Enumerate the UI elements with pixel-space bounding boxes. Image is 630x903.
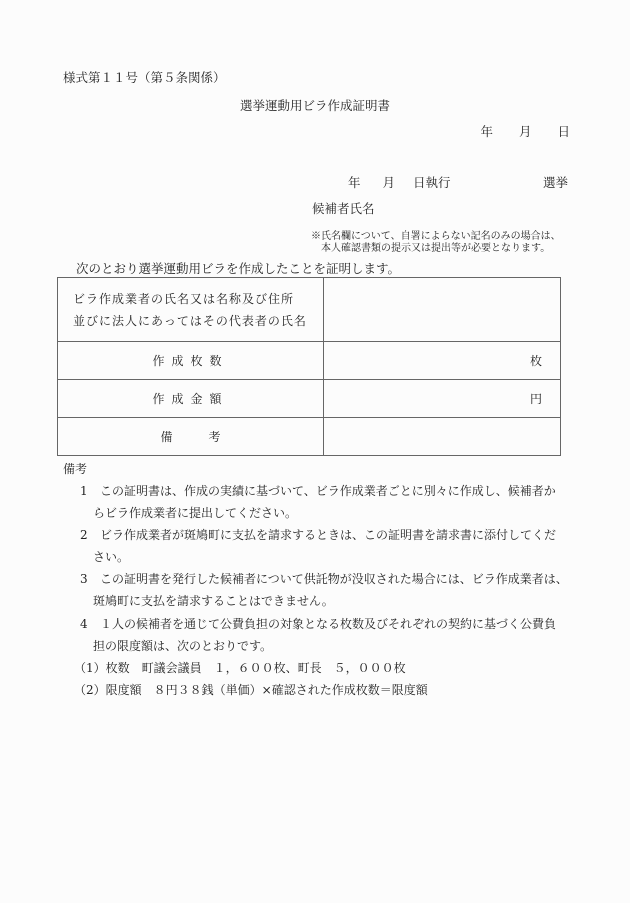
certification-statement: 次のとおり選挙運動用ビラを作成したことを証明します。 — [76, 261, 401, 276]
remark-text: ビラ作成業者が斑鳩町に支払を請求するときは、この証明書を請求書に添付してくだ — [100, 528, 557, 542]
table-row-count — [58, 342, 561, 380]
remark-4-cont: 担の限度額は、次のとおりです。 — [93, 639, 273, 653]
remark-number: 2 — [80, 528, 88, 542]
election-year: 年 — [348, 175, 361, 190]
election-month: 月 — [382, 175, 396, 190]
maker-label-line-2: 並びに法人にあってはその代表者の氏名 — [73, 313, 307, 328]
remarks-label — [58, 418, 324, 456]
count-unit: 枚 — [529, 354, 542, 368]
election-day-executed: 日執行 — [413, 175, 451, 190]
form-number: 様式第１１号（第５条関係） — [63, 70, 226, 85]
remarks-label-a: 備 — [160, 430, 173, 444]
maker-label-line-1: ビラ作成業者の氏名又は名称及び住所 — [73, 291, 295, 306]
remark-number: 3 — [80, 572, 88, 586]
amount-value-field[interactable] — [324, 380, 561, 418]
remarks-heading: 備考 — [63, 462, 88, 476]
amount-label: 作成金額 — [58, 380, 324, 418]
document-title: 選挙運動用ビラ作成証明書 — [239, 98, 390, 113]
remark-1 — [80, 482, 556, 499]
count-label: 作成枚数 — [58, 342, 324, 380]
remark-1-cont: らビラ作成業者に提出してください。 — [93, 506, 298, 520]
note-line-2: 本人確認書類の提示又は提出等が必要となります。 — [321, 243, 551, 254]
date-year: 年 — [480, 124, 493, 139]
signature-note — [311, 231, 561, 255]
remark-number: 4 — [80, 617, 88, 631]
sub-item-count-limits: （1）枚数 町議会議員 １，６００枚、町長 ５，０００枚 — [74, 661, 406, 675]
remark-2 — [80, 526, 556, 543]
maker-value-field[interactable] — [324, 278, 561, 342]
remarks-label-b: 考 — [208, 430, 221, 444]
remark-text: この証明書は、作成の実績に基づいて、ビラ作成業者ごとに別々に作成し、候補者か — [100, 484, 556, 498]
remark-3 — [80, 570, 568, 587]
candidate-name-label: 候補者氏名 — [312, 201, 375, 216]
amount-unit: 円 — [529, 392, 542, 406]
count-value-field[interactable] — [324, 342, 561, 380]
remarks-value-field[interactable] — [324, 418, 561, 456]
note-line-1: ※氏名欄について、自署によらない記名のみの場合は、 — [311, 231, 561, 242]
sub-item-amount-limit: （2）限度額 ８円３８銭（単価）×確認された作成枚数＝限度額 — [74, 683, 428, 697]
issue-date — [458, 122, 570, 140]
remark-number: 1 — [80, 484, 88, 498]
date-month: 月 — [518, 124, 532, 139]
election-name: 選挙 — [542, 175, 568, 190]
remark-3-cont: 斑鳩町に支払を請求することはできません。 — [93, 594, 334, 608]
date-day: 日 — [557, 124, 570, 139]
remark-text: １人の候補者を通じて公費負担の対象となる枚数及びそれぞれの契約に基づく公費負 — [100, 617, 557, 631]
remark-2-cont: さい。 — [93, 550, 130, 564]
table-row-maker — [58, 278, 561, 342]
certificate-table — [57, 277, 561, 456]
election-date — [348, 173, 451, 191]
table-row-remarks — [58, 418, 561, 456]
table-row-amount — [58, 380, 561, 418]
maker-label — [58, 278, 324, 342]
remark-4 — [80, 615, 556, 632]
remark-text: この証明書を発行した候補者について供託物が没収された場合には、ビラ作成業者は、 — [100, 572, 568, 586]
